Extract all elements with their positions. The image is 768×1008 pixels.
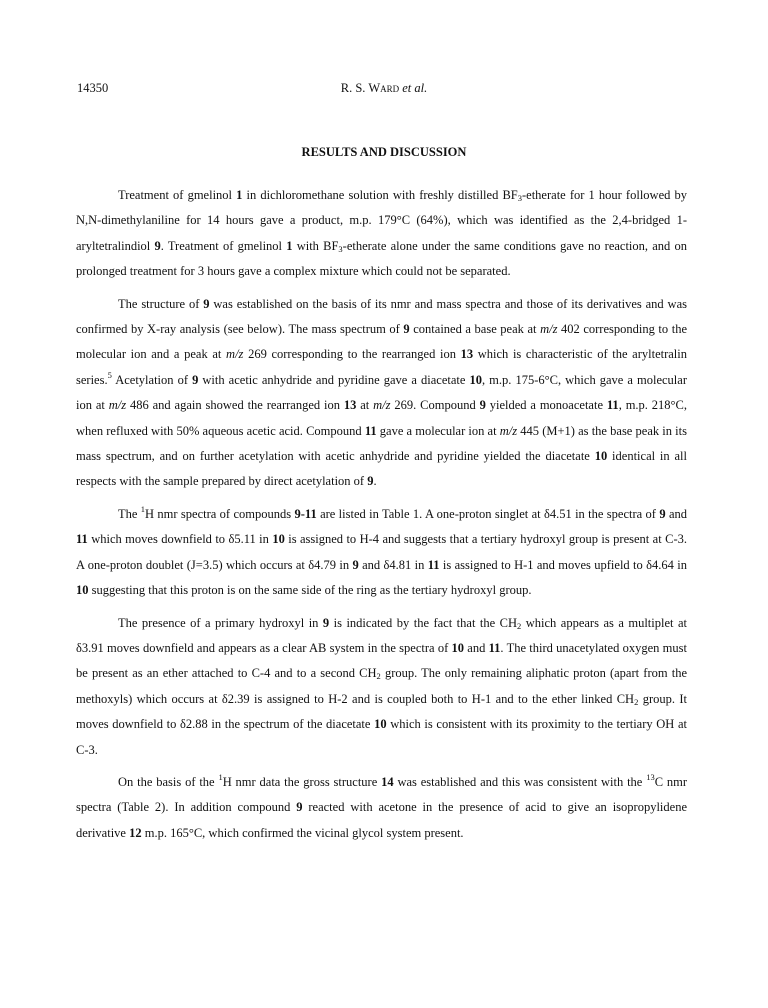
compound-number: 9 — [203, 296, 210, 311]
compound-number: 1 — [286, 238, 293, 253]
compound-number: 11 — [427, 557, 440, 572]
compound-number: 9 — [296, 800, 303, 815]
running-head-author: R. S. Ward — [340, 81, 400, 95]
running-head-etal: et al. — [402, 81, 428, 95]
subscript: 3 — [338, 243, 343, 254]
italic-term: m/z — [499, 423, 518, 438]
subscript: 3 — [517, 193, 522, 203]
superscript: 13 — [646, 771, 655, 782]
compound-number: 13 — [343, 398, 357, 413]
paragraph-2: The structure of 9 was established on the basis of its nmr and mass spectra and those of its derivatives and was confirmed by X-ray analysis (see below). The mass spectrum of 9 contained a base peak at m/z 402 corresponding to the molecular ion and a peak at m/z 269 corresponding to the rearranged ion 13 which is characteristic of the aryltetralin series.$^5$ Acetylation of 9 with acetic anhydride and pyridine gave a diacetate 10, m.p. 175-6°C, which gave a molecular ion at m/z 486 and again showed the rearranged ion 13 at m/z 269. Compound 9 yielded a monoacetate 11, m.p. 218°C, when refluxed with 50% aqueous acetic acid. Compound 11 gave a molecular ion at m/z 445 (M+1) as the base peak in its mass spectrum, and on further acetylation with acetic anhydride and pyridine yielded the diacetate 10 identical in all respects with the sample prepared by direct acetylation of 9. — [76, 296, 688, 489]
compound-number: 9 — [192, 372, 199, 387]
superscript: 1 — [218, 771, 223, 782]
compound-number: 10 — [76, 583, 89, 598]
compound-number: 11 — [364, 423, 377, 438]
paragraph-1: Treatment of gmelinol 1 in dichloromethane solution with freshly distilled $BF_3$-etherate for 1 hour followed by N,N-dimethylaniline for 14 hours gave a product, m.p. 179°C (64%), which was identified as the 2,4-bridged 1-aryltetralindiol 9. Treatment of gmelinol 1 with $BF_3$-etherate alone under the same conditions gave no reaction, and on prolonged treatment for 3 hours gave a complex mixture which could not be separated. — [76, 188, 687, 279]
compound-number: 10 — [374, 717, 387, 732]
compound-number: 13 — [460, 347, 474, 362]
compound-number: 11 — [76, 532, 88, 547]
compound-number: 10 — [594, 449, 608, 464]
compound-number: 9 — [367, 474, 374, 489]
compound-number: 9-11 — [294, 506, 317, 521]
subscript: 2 — [376, 671, 381, 682]
italic-term: m/z — [540, 322, 558, 337]
compound-number: 9 — [403, 322, 410, 337]
running-head — [0, 81, 768, 96]
compound-number: 10 — [272, 532, 285, 547]
paragraph-4: The presence of a primary hydroxyl in 9 is indicated by the fact that the $CH_2$ which appears as a multiplet at δ3.91 moves downfield and appears as a clear AB system in the spectra of 10 and 11. The third unacetylated oxygen must be present as an ether attached to C-4 and to a second $CH_2$ group. The only remaining aliphatic proton (apart from the methoxyls) which occurs at δ2.39 is assigned to H-2 and is coupled both to H-1 and to the ether linked $CH_2$ group. It moves downfield to δ2.88 in the spectrum of the diacetate 10 which is consistent with its proximity to the tertiary OH at C-3. — [76, 615, 688, 757]
italic-term: m/z — [108, 398, 127, 413]
italic-term: m/z — [226, 347, 244, 362]
paragraph-3: The $^1$H nmr spectra of compounds 9-11 are listed in Table 1. A one-proton singlet at δ4.51 in the spectra of 9 and 11 which moves downfield to δ5.11 in 10 is assigned to H-4 and suggests that a tertiary hydroxyl group is present at C-3. A one-proton doublet (J=3.5) which occurs at δ4.79 in 9 and δ4.81 in 11 is assigned to H-1 and moves upfield to δ4.64 in 10 suggesting that this proton is on the same side of the ring as the tertiary hydroxyl group. — [76, 503, 687, 598]
subscript: 2 — [634, 696, 639, 707]
compound-number: 14 — [381, 774, 394, 789]
italic-term: m/z — [373, 398, 391, 413]
page-number: 14350 — [77, 81, 109, 95]
compound-number: 9 — [479, 398, 486, 413]
compound-number: 10 — [469, 372, 482, 387]
compound-number: 9 — [154, 238, 161, 253]
compound-number: 9 — [352, 557, 359, 572]
compound-number: 10 — [451, 640, 465, 655]
section-heading: RESULTS AND DISCUSSION — [301, 145, 467, 159]
paragraph-5: On the basis of the $^1$H nmr data the gross structure 14 was established and this was consistent with the $^{13}$C nmr spectra (Table 2). In addition compound 9 reacted with acetone in the presence of acid to give an isopropylidene derivative 12 m.p. 165°C, which confirmed the vicinal glycol system present. — [76, 771, 687, 840]
body-text — [76, 183, 687, 853]
superscript: 1 — [140, 503, 146, 514]
compound-number: 9 — [322, 615, 330, 630]
compound-number: 11 — [606, 398, 619, 413]
compound-number: 12 — [129, 825, 142, 840]
compound-number: 11 — [488, 640, 501, 655]
superscript: 5 — [107, 369, 112, 380]
compound-number: 1 — [236, 188, 243, 202]
subscript: 2 — [517, 620, 522, 631]
compound-number: 9 — [659, 506, 666, 521]
